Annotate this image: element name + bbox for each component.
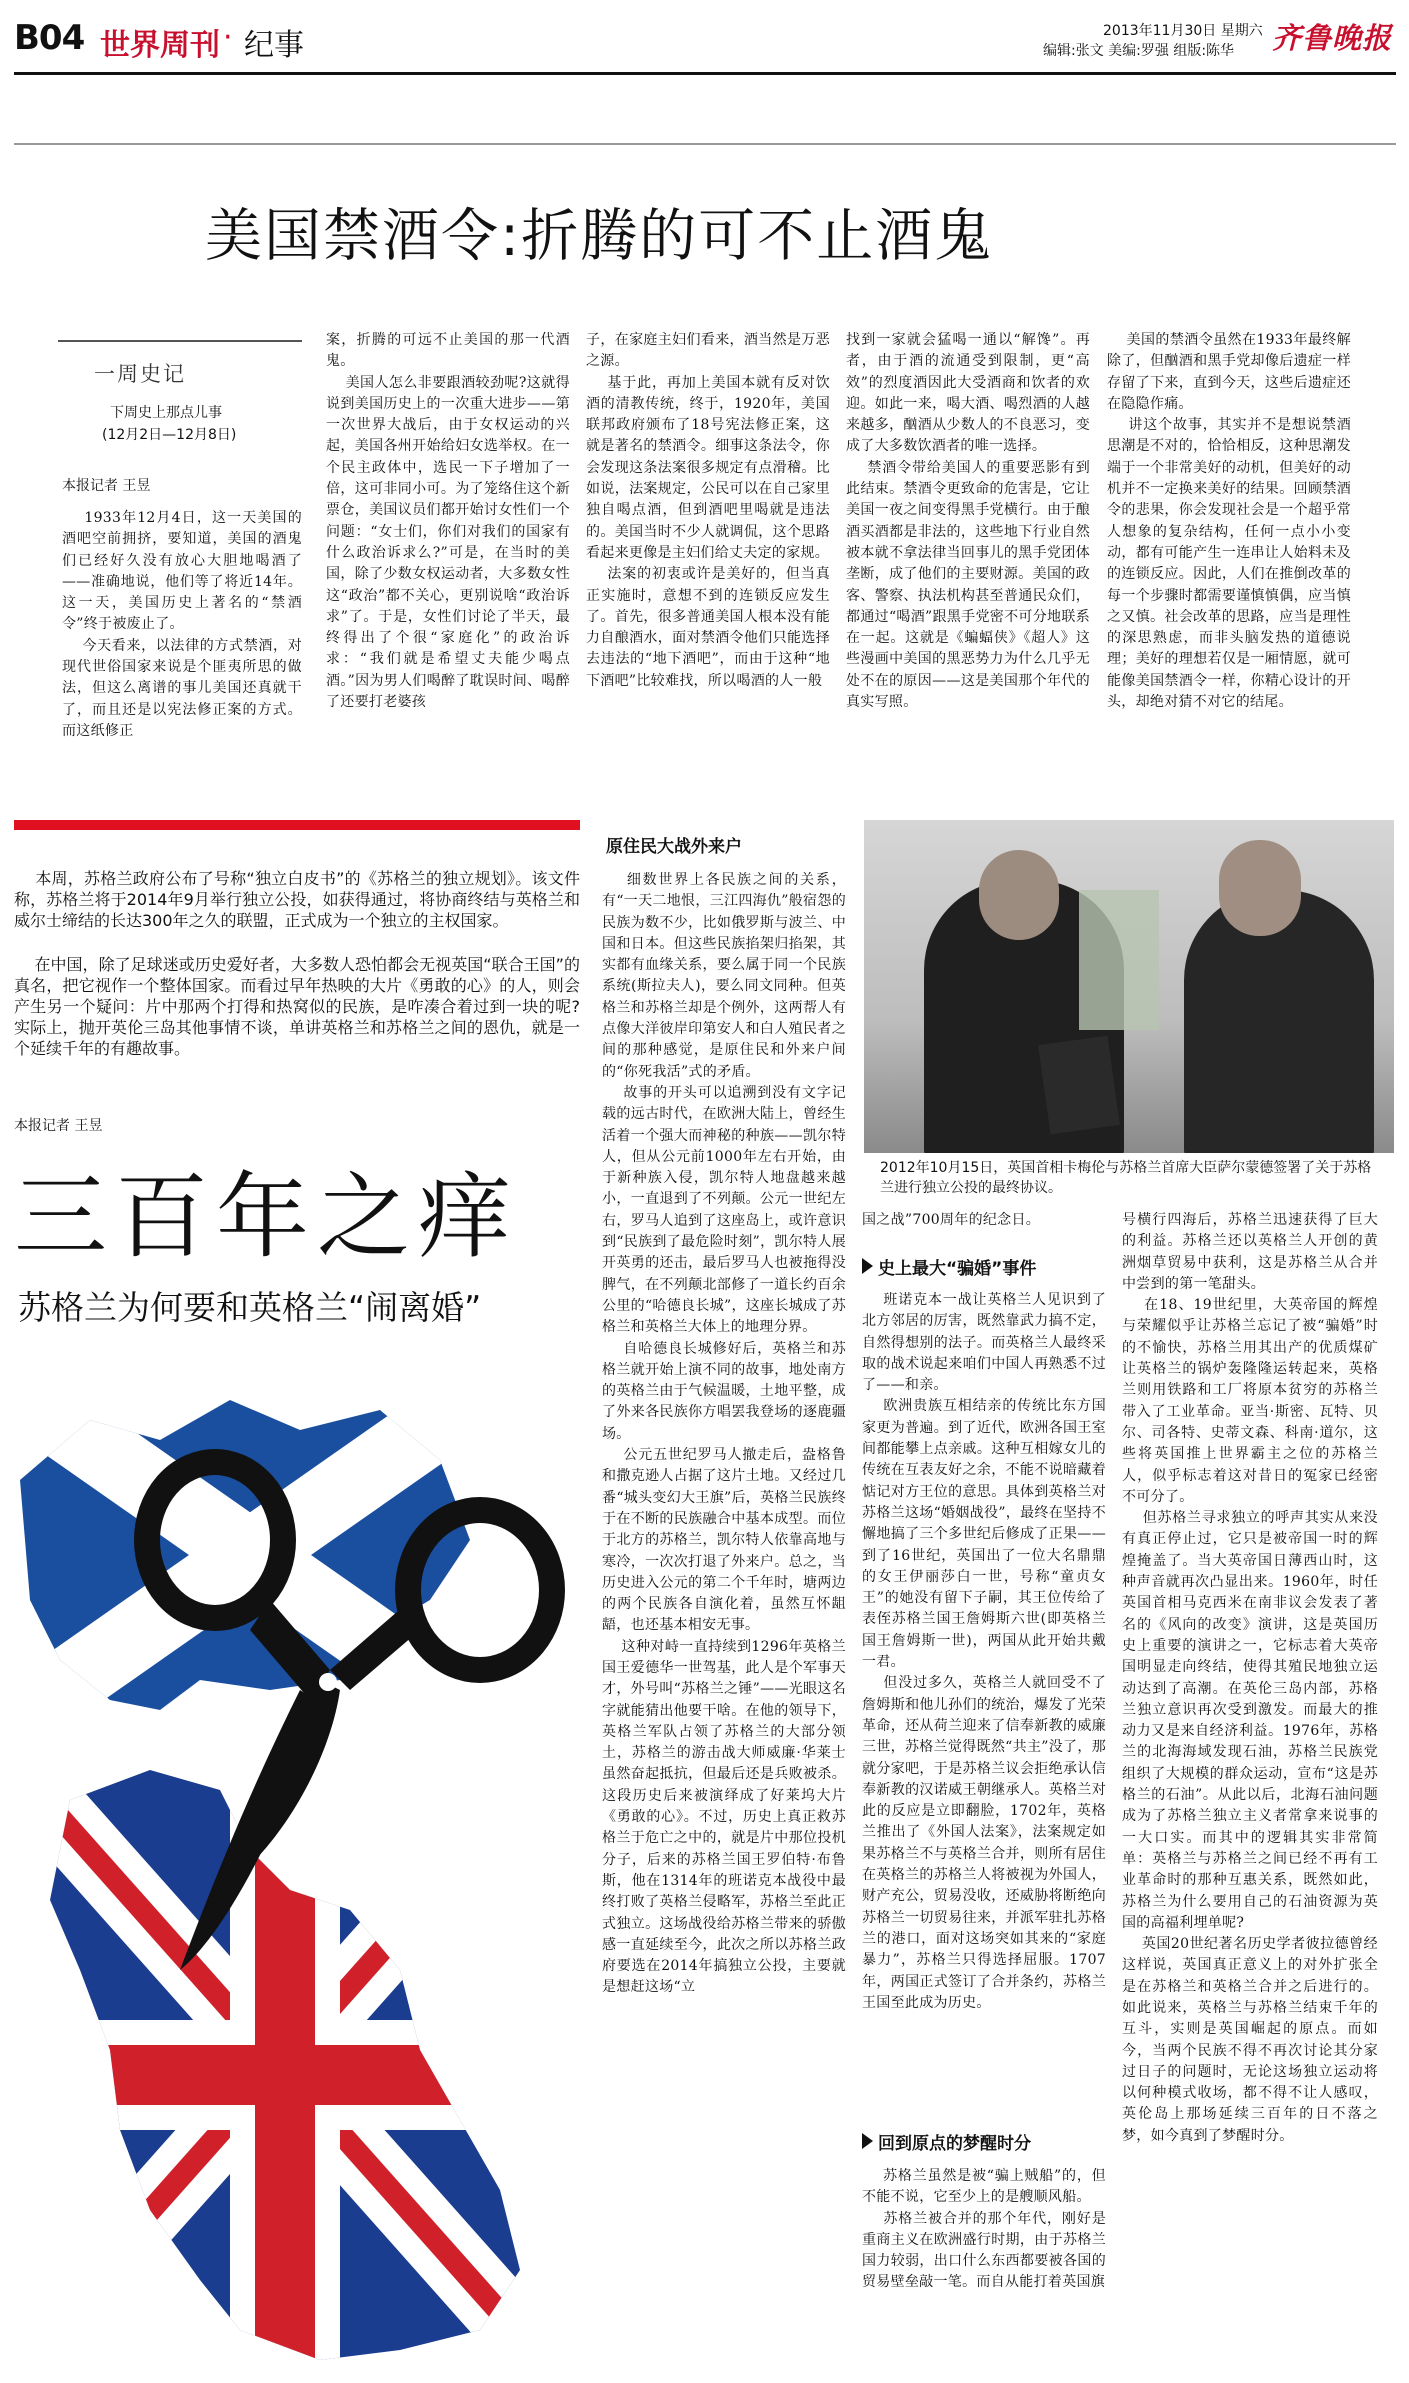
photo-document bbox=[1038, 1036, 1120, 1135]
column-box-rule bbox=[58, 340, 302, 342]
bottom-col-4-continued: 国之战”700周年的纪念日。 bbox=[862, 1212, 1041, 1228]
sub-title: 苏格兰为何要和英格兰“闹离婚” bbox=[18, 1288, 482, 1327]
subheading-3-marker bbox=[862, 2133, 873, 2149]
header-rule-thin bbox=[14, 143, 1396, 145]
subheading-2-marker bbox=[862, 1258, 873, 1274]
page-header bbox=[0, 0, 1409, 70]
bottom-col-4: 班诺克本一战让英格兰人见识到了北方邻居的厉害，既然靠武力搞不定，自然得想别的法子。而英格兰人最终采取的战术说起来咱们中国人再熟悉不过了——和亲。 欧洲贵族互相结亲的传统比东方国家更为普遍。到了近代，欧洲各国王室间都能攀上点亲戚。这种互相嫁女儿的传统在互表友好之余，不能不说暗藏着惦记对方王位的意思。具体到英格兰对苏格兰这场“婚姻战役”，最终在坚持不懈地搞了三个多世纪后修成了正果——到了16世纪，英国出了一位大名鼎鼎的女王伊丽莎白一世，号称“童贞女王”的她没有留下子嗣，其王位传给了表侄苏格兰国王詹姆斯六世(即英格兰国王詹姆斯一世)，两国从此开始共戴一君。 但没过多久，英格兰人就回受不了詹姆斯和他儿孙们的统治，爆发了光荣革命，还从荷兰迎来了信奉新教的威廉三世，苏格兰觉得既然“共主”没了，那就分家吧，于是苏格兰议会拒绝承认信奉新教的汉诺威王朝继承人。英格兰对此的反应是立即翻脸，1702年，英格兰推出了《外国人法案》，法案规定如果苏格兰不与英格兰合并，则所有居住在英格兰的苏格兰人将被视为外国人，财产充公，贸易没收，还威胁将断绝向苏格兰一切贸易往来，并派军驻扎苏格兰的港口，面对这场突如其来的“家庭暴力”，苏格兰只得选择屈服。1707年，两国正式签订了合并条约，苏格兰王国至此成为历史。 bbox=[862, 1292, 1106, 2011]
column-dates: (12月2日—12月8日) bbox=[102, 427, 237, 443]
news-photo bbox=[864, 820, 1394, 1153]
subsection-name: 纪事 bbox=[244, 28, 304, 63]
headline: 美国禁酒令:折腾的可不止酒鬼 bbox=[205, 203, 994, 269]
top-article-col-1: 1933年12月4日，这一天美国的酒吧空前拥挤，要知道，美国的酒鬼们已经好久没有放心大胆地喝酒了——准确地说，他们等了将近14年。这一天，美国历史上著名的“禁酒令”终于被废止了。 今天看来，以法律的方式禁酒，对现代世俗国家来说是个匪夷所思的做法，但这么离谱的事儿美国还真就干了，而且还是以宪法修正案的方式。而这纸修正 bbox=[62, 510, 302, 739]
column-box bbox=[58, 340, 302, 452]
photo-face-left bbox=[979, 850, 1059, 940]
subheading-3: 回到原点的梦醒时分 bbox=[878, 2134, 1031, 2154]
red-rule bbox=[14, 820, 580, 830]
bottom-col-4-end: 苏格兰虽然是被“骗上贼船”的，但不能不说，它至少上的是艘顺风船。 苏格兰被合并的那个年代，刚好是重商主义在欧洲盛行时期，由于苏格兰国力较弱，出口什么东西都要被各国的贸易壁垒敲一笔。而自从能打着英国旗 bbox=[862, 2168, 1106, 2291]
section-name: 世界周刊 bbox=[100, 28, 220, 63]
flag-scissors-illustration bbox=[0, 1330, 600, 2380]
header-rule bbox=[14, 72, 1396, 75]
column-name: 一周史记 bbox=[94, 362, 186, 386]
subheading-1: 原住民大战外来户 bbox=[606, 837, 742, 857]
masthead-logo: 齐鲁晚报 bbox=[1272, 21, 1393, 55]
bottom-col-3: 细数世界上各民族之间的关系，有“一天二地恨，三江四海仇”般宿怨的民族为数不少，比如俄罗斯与波兰、中国和日本。但这些民族掐架归掐架，其实都有血缘关系，要么属于同一个民族系统(斯拉夫人)，要么同文同种。但英格兰和苏格兰却是个例外，这两帮人有点像大洋彼岸印第安人和白人殖民者之间的那种感觉，是原住民和外来户间的“你死我活”式的矛盾。 故事的开头可以追溯到没有文字记载的远古时代，在欧洲大陆上，曾经生活着一个强大而神秘的种族——凯尔特人，但从公元前1000年左右开始，由于新种族入侵，凯尔特人地盘越来越小，一直退到了不列颠。公元一世纪左右，罗马人追到了这座岛上，或许意识到“民族到了最危险时刻”，凯尔特人展开英勇的还击，最后罗马人也被拖得没脾气，在不列颠北部修了一道长约百余公里的“哈德良长城”，这座长城成了苏格兰和英格兰大体上的地理分界。 自哈德良长城修好后，英格兰和苏格兰就开始上演不同的故事，地处南方的英格兰由于气候温暖，土地平整，成了外来各民族你方唱罢我登场的逐鹿疆场。 公元五世纪罗马人撤走后，盎格鲁和撒克逊人占据了这片土地。又经过几番“城头变幻大王旗”后，英格兰民族终于在不断的民族融合中基本成型。而位于北方的苏格兰，凯尔特人依靠高地与寒冷，一次次打退了外来户。总之，当历史进入公元的第二个千年时，塘两边的两个民族各自演化着，虽然互怀龃龉，也还基本相安无事。 这种对峙一直持续到1296年英格兰国王爱德华一世驾基，此人是个军事天才，外号叫“苏格兰之锤”——光眼这名字就能猜出他要干啥。在他的领导下，英格兰军队占领了苏格兰的大部分领土，苏格兰的游击战大师威廉·华莱士虽然奋起抵抗，但最后还是兵败被杀。这段历史后来被演绎成了好莱坞大片《勇敢的心》。不过，历史上真正救苏格兰于危亡之中的，就是片中那位投机分子，后来的苏格兰国王罗伯特·布鲁斯，他在1314年的班诺克本战役中最终打败了英格兰侵略军，苏格兰至此正式独立。这场战役给苏格兰带来的骄傲感一直延续至今，此次之所以苏格兰政府要选在2014年搞独立公投，主要就是想赶这场“立 bbox=[602, 872, 846, 1996]
bottom-byline: 本报记者 王昱 bbox=[14, 1118, 103, 1134]
column-description: 下周史上那点儿事 bbox=[110, 405, 222, 421]
bottom-col-5: 号横行四海后，苏格兰迅速获得了巨大的利益。苏格兰还以英格兰人开创的黄洲烟草贸易中获利，这是苏格兰从合并中尝到的第一笔甜头。 在18、19世纪里，大英帝国的辉煌与荣耀似乎让苏格兰忘记了被“骗婚”时的不愉快，苏格兰用其出产的优质煤矿让英格兰的锅炉轰隆隆运转起来，英格兰则用铁路和工厂将原本贫穷的苏格兰带入了工业革命。亚当·斯密、瓦特、贝尔、司各特、史蒂文森、科南·道尔，这些将英国推上世界霸主之位的苏格兰人，似乎标志着这对昔日的冤家已经密不可分了。 但苏格兰寻求独立的呼声其实从来没有真正停止过，它只是被帝国一时的辉煌掩盖了。当大英帝国日薄西山时，这种声音就再次凸显出来。1960年，时任英国首相马克西米在南非议会发表了著名的《风向的改变》演讲，这是英国历史上重要的演讲之一，它标志着大英帝国明显走向终结，使得其殖民地独立运动达到了高潮。在英伦三岛内部，苏格兰独立意识再次受到激发。而最大的推动力又是来自经济利益。1976年，苏格兰的北海海域发现石油，苏格兰民族党组织了大规模的群众运动，宣布“这是苏格兰的石油”。从此以后，北海石油问题成为了苏格兰独立主义者常拿来说事的一大口实。而其中的逻辑其实非常简单：英格兰与苏格兰之间已经不再有工业革命时的那种互惠关系，既然如此，苏格兰为什么要用自己的石油资源为英国的高福利埋单呢? 英国20世纪著名历史学者彼拉德曾经这样说，英国真正意义上的对外扩张全是在苏格兰和英格兰合并之后进行的。如此说来，英格兰与苏格兰结束千年的互斗，实则是英国崛起的原点。而如今，当两个民族不得不再次讨论其分家过日子的问题时，无论这场独立运动将以何种模式收场，都不得不让人感叹，英伦岛上那场延续三百年的日不落之梦，如今真到了梦醒时分。 bbox=[1122, 1212, 1378, 2144]
top-byline: 本报记者 王昱 bbox=[62, 478, 151, 494]
editor-credits: 编辑:张文 美编:罗强 组版:陈华 bbox=[1043, 43, 1235, 59]
subheading-2: 史上最大“骗婚”事件 bbox=[878, 1259, 1037, 1279]
top-article-col-3: 子，在家庭主妇们看来，酒当然是万恶之源。 基于此，再加上美国本就有反对饮酒的清教传统，终于，1920年，美国联邦政府颁布了18号宪法修正案，这就是著名的禁酒令。细事这条法令，你会发现这条法案很多规定有点滑稽。比如说，法案规定，公民可以在自己家里独自喝点酒，但到酒吧里喝就是违法的。美国当时不少人就调侃，这个思路看起来更像是主妇们给丈夫定的家规。 法案的初衷或许是美好的，但当真正实施时，意想不到的连锁反应发生了。首先，很多普通美国人根本没有能力自酿酒水，面对禁酒令他们只能选择去违法的“地下酒吧”，而由于这种“地下酒吧”比较难找，所以喝酒的人一般 bbox=[586, 332, 830, 689]
england-map bbox=[0, 1750, 560, 2380]
intro-paragraph-1: 本周，苏格兰政府公布了号称“独立白皮书”的《苏格兰的独立规划》。该文件称，苏格兰将于2014年9月举行独立公投，如获得通过，将协商终结与英格兰和威尔士缔结的长达300年之久的联盟，正式成为一个独立的主权国家。 bbox=[14, 869, 581, 930]
intro-paragraph-2: 在中国，除了足球迷或历史爱好者，大多数人恐怕都会无视英国“联合王国”的真名，把它视作一个整体国家。而看过早年热映的大片《勇敢的心》的人，则会产生另一个疑问：片中那两个打得和热窝似的民族，是咋凑合着过到一块的呢?实际上，抛开英伦三岛其他事情不谈，单讲英格兰和苏格兰之间的恩仇，就是一个延续千年的有趣故事。 bbox=[14, 955, 580, 1058]
photo-face-right bbox=[1219, 840, 1301, 936]
photo-map-poster bbox=[1079, 890, 1159, 1030]
top-article-col-2: 案，折腾的可远不止美国的那一代酒鬼。 美国人怎么非要跟酒较劲呢?这就得说到美国历史上的一次重大进步——第一次世界大战后，由于女权运动的兴起，美国各州开始给妇女选举权。在一个民主政体中，选民一下子增加了一倍，这可非同小可。为了笼络住这个新票仓，美国议员们都开始讨女性们一个问题：“女士们，你们对我们的国家有什么政治诉求么?”可是，在当时的美国，除了少数女权运动者，大多数女性这“政治”都不关心，更别说啥“政治诉求”了。于是，女性们讨论了半天，最终得出了个很“家庭化”的政治诉求：“我们就是希望丈夫能少喝点酒。”因为男人们喝醉了耽误时间、喝醉了还要打老婆孩 bbox=[326, 332, 570, 711]
top-article-col-5: 美国的禁酒令虽然在1933年最终解除了，但酗酒和黑手党却像后遗症一样存留了下来，直到今天，这些后遗症还在隐隐作痛。 讲这个故事，其实并不是想说禁酒思潮是不对的，恰恰相反，这种思潮发端于一个非常美好的动机，但美好的动机并不一定换来美好的结果。回顾禁酒令的悲果，你会发现社会是一个超乎常人想象的复杂结构，任何一点小小变动，都有可能产生一连串让人始料未及的连锁反应。因此，人们在推倒改革的每一个步骤时都需要谨慎慎偶，应当慎之又慎。社会改革的思路，应当是理性的深思熟虑，而非头脑发热的道德说理；美好的理想若仅是一厢情愿，就可能像美国禁酒令一样，你精心设计的开头，却绝对猜不对它的结尾。 bbox=[1107, 332, 1351, 711]
page-number: B04 bbox=[14, 18, 85, 58]
photo-caption: 2012年10月15日，英国首相卡梅伦与苏格兰首席大臣萨尔蒙德签署了关于苏格兰进行独立公投的最终协议。 bbox=[880, 1160, 1372, 1196]
section-separator: · bbox=[223, 20, 233, 55]
big-title: 三百年之痒 bbox=[14, 1163, 519, 1271]
issue-date: 2013年11月30日 星期六 bbox=[1103, 23, 1263, 39]
top-article-col-4: 找到一家就会猛喝一通以“解馋”。再者，由于酒的流通受到限制，更“高效”的烈度酒因此大受酒商和饮者的欢迎。如此一来，喝大酒、喝烈酒的人越来越多，酗酒从少数人的不良恶习，变成了大多数饮酒者的唯一选择。 禁酒令带给美国人的重要恶影有到此结束。禁酒令更致命的危害是，它让美国一夜之间变得黑手党横行。由于酿酒买酒都是非法的，这些地下行业自然被本就不拿法律当回事儿的黑手党团体垄断，成了他们的主要财源。美国的政客、警察、执法机构甚至普通民众们，都通过“喝酒”跟黑手党密不可分地联系在一起。这就是《蝙蝠侠》《超人》这些漫画中美国的黑恶势力为什么几乎无处不在的原因——这是美国那个年代的真实写照。 bbox=[846, 332, 1090, 711]
